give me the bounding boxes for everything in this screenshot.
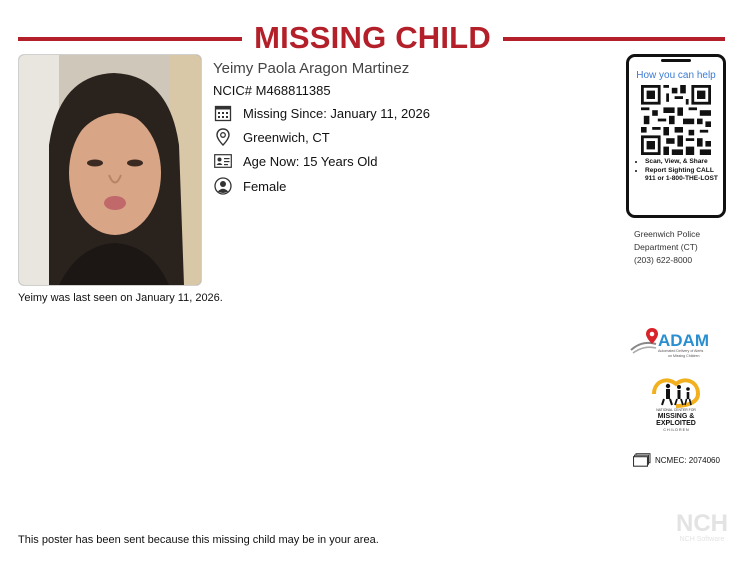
ncmec-logo — [648, 374, 704, 434]
police-contact — [634, 228, 700, 267]
sex-row — [213, 176, 286, 196]
ncmec-line-2: MISSING & — [657, 413, 695, 420]
location-row — [213, 127, 330, 147]
ncmec-line-4: C H I L D R E N — [663, 428, 689, 432]
age-text: Age Now: 15 Years Old — [243, 153, 378, 169]
page-title: MISSING CHILD — [254, 20, 491, 55]
phone-notch — [661, 59, 691, 62]
help-steps-list — [633, 158, 721, 184]
header-rule-right — [503, 37, 725, 41]
help-title: How you can help — [636, 70, 716, 81]
location-pin-icon — [213, 127, 233, 147]
help-step: • Report Sighting CALL 911 or 1-800-THE-LOST — [645, 167, 721, 184]
person-icon — [213, 176, 233, 196]
ncmec-id-row — [633, 453, 720, 467]
ncmec-line-1: NATIONAL CENTER FOR — [656, 408, 696, 412]
folders-icon — [633, 453, 651, 467]
id-card-icon — [213, 151, 233, 171]
adam-tagline-2: on Missing Children — [668, 354, 700, 358]
police-phone[interactable]: (203) 622-8000 — [634, 255, 693, 265]
missing-since-row — [213, 103, 430, 123]
ncmec-id-text: NCMEC: 2074060 — [655, 455, 720, 465]
police-name-line1: Greenwich Police — [634, 229, 701, 239]
nch-watermark-logo — [674, 505, 730, 545]
help-step: • Scan, View, & Share — [645, 158, 721, 167]
qr-code-icon[interactable] — [641, 85, 711, 155]
sex-text: Female — [243, 178, 287, 194]
child-photo-illustration — [19, 55, 201, 285]
footer-note: This poster has been sent because this missing child may be in your area. — [18, 534, 379, 546]
age-row — [213, 151, 377, 171]
help-phone-panel — [626, 54, 726, 218]
child-name: Yeimy Paola Aragon Martinez — [213, 60, 410, 77]
adam-logo — [628, 326, 720, 360]
child-photo — [18, 54, 202, 286]
police-name-line2: Department (CT) — [634, 242, 698, 252]
nch-subtitle: NCH Software — [679, 536, 725, 543]
calendar-icon — [213, 103, 233, 123]
adam-wordmark: ADAM — [658, 331, 709, 350]
adam-tagline-1: Automated Delivery of Alerts — [658, 349, 704, 353]
ncmec-line-3: EXPLOITED — [656, 420, 696, 427]
location-text: Greenwich, CT — [243, 129, 330, 145]
nch-wordmark: NCH — [676, 510, 728, 537]
missing-since-text: Missing Since: January 11, 2026 — [243, 105, 430, 121]
last-seen-text: Yeimy was last seen on January 11, 2026. — [18, 292, 223, 304]
header-rule-left — [18, 37, 242, 41]
ncic-number: NCIC# M468811385 — [213, 83, 331, 98]
